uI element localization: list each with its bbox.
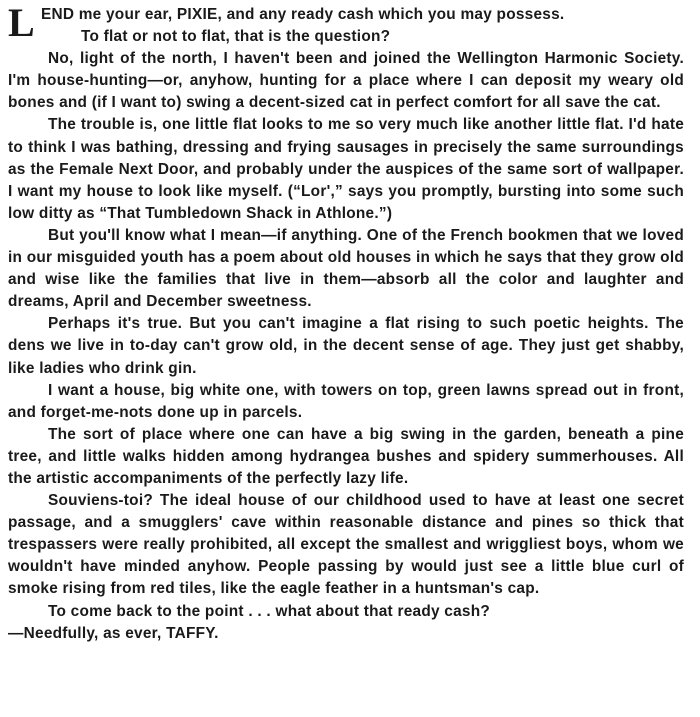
drop-cap: L [8, 0, 35, 45]
letter-column [8, 0, 684, 713]
paragraph-poetic-heights: Perhaps it's true. But you can't imagine a flat rising to such poetic heights. The dens we live in to-day can't grow old, in the decent sense of age. They just get shabby, like ladies who drink gin. [8, 315, 684, 377]
paragraph-house-hunting: No, light of the north, I haven't been and joined the Wellington Harmonic Society. I'm house-hunting—or, anyhow, hunting for a place where I can deposit my weary old bones and (if I want to) swing a decent-sized cat in perfect comfort for all save the cat. [8, 50, 684, 112]
intro-line-2: To flat or not to flat, that is the question? [80, 28, 391, 46]
paragraph-ready-cash: To come back to the point . . . what about that ready cash? [48, 602, 491, 620]
paragraph-french-bookmen: But you'll know what I mean—if anything. One of the French bookmen that we loved in our misguided youth has a poem about old houses in which he says that they grow old and wise like the families that live in them—absorb all the color and laughter and dreams, April and December sweetness. [8, 226, 684, 311]
paragraph-garden: The sort of place where one can have a big swing in the garden, beneath a pine tree, and little walks hidden among hydrangea bushes and spidery summerhouses. All the artistic accompaniments of the perfectly lazy life. [8, 425, 684, 487]
signoff: —Needfully, as ever, TAFFY. [8, 624, 219, 642]
intro-line-1: END me your ear, PIXIE, and any ready cash which you may possess. [40, 6, 565, 23]
intro-paragraph [8, 0, 684, 48]
paragraph-souviens-toi: Souviens-toi? The ideal house of our childhood used to have at least one secret passage, and a smugglers' cave within reasonable distance and pines so thick that trespassers were really prohibited, all except the smallest and wriggliest boys, whom we wouldn't have minded anyhow. People passing by would just see a little blue curl of smoke rising from red tiles, like the eagle feather in a huntsman's cap. [8, 492, 684, 598]
paragraph-white-house: I want a house, big white one, with towers on top, green lawns spread out in front, and forget-me-nots done up in parcels. [8, 381, 684, 421]
paragraph-trouble: The trouble is, one little flat looks to me so very much like another little flat. I'd hate to think I was bathing, dressing and frying sausages in precisely the same surroundings as the Female Next Door, and probably under the auspices of the same sort of wallpaper. I want my house to look like myself. (“Lor',” says you promptly, bursting into some such low ditty as “That Tumbledown Shack in Athlone.”) [8, 116, 684, 222]
